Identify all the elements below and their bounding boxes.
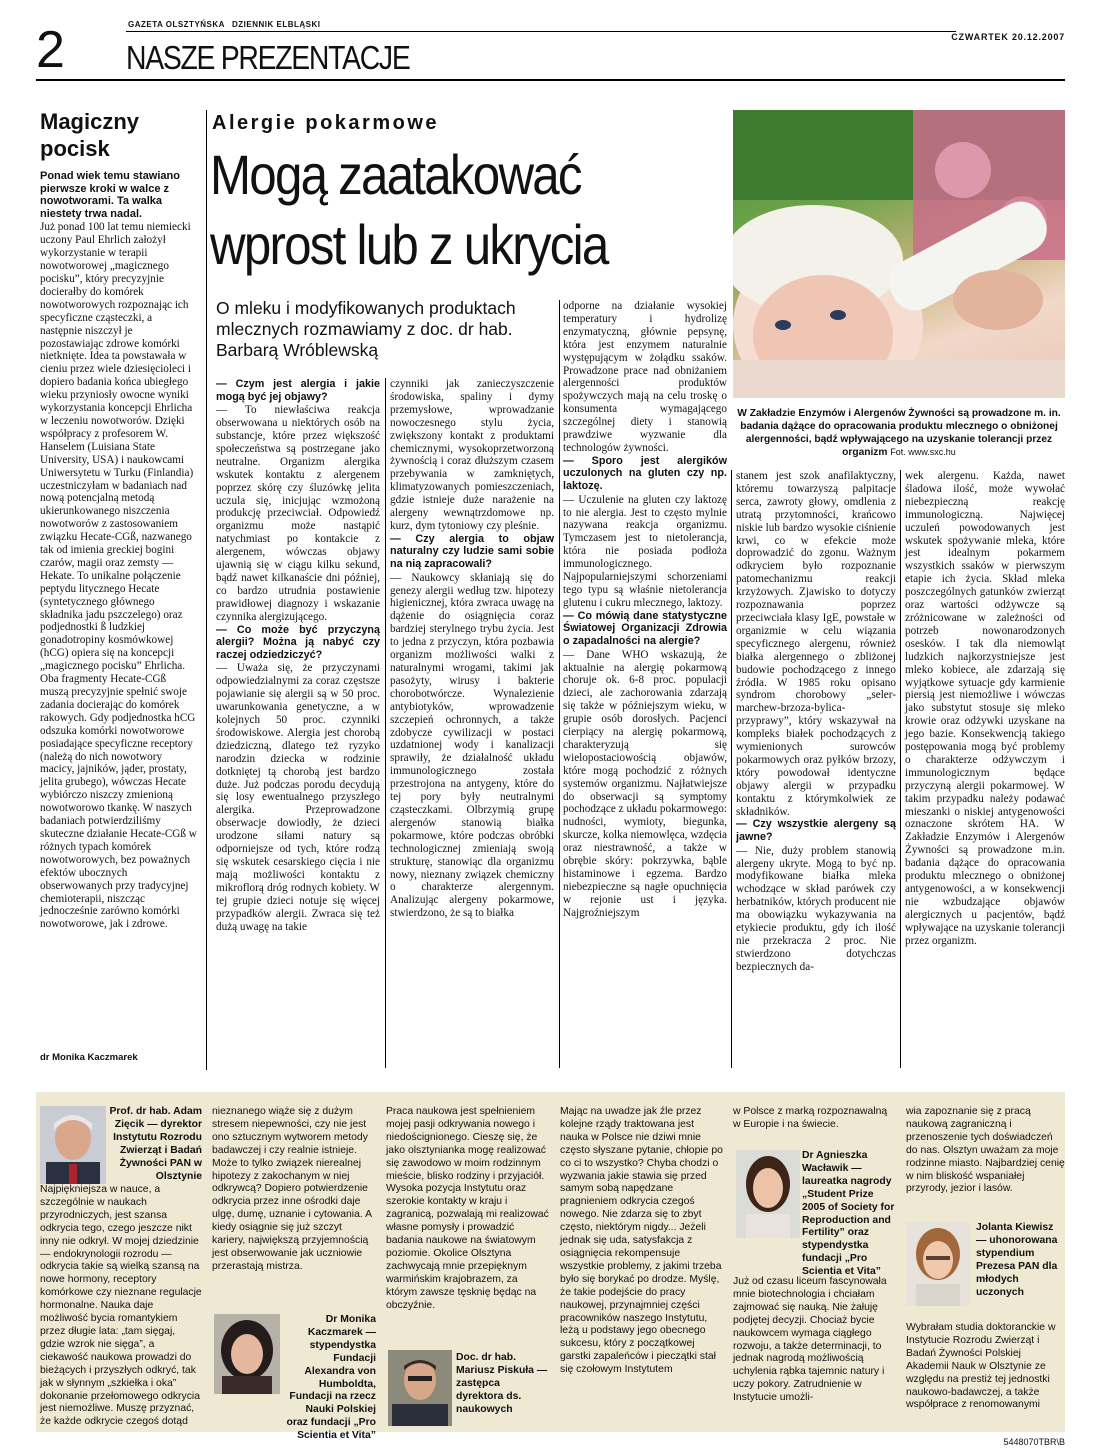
column-divider-1 bbox=[385, 378, 386, 1068]
answer-3: — Naukowcy skłaniają się do genezy alergii według tzw. hipotezy higienicznej, która zwraca uwagę na dążenie do osiągnięcia coraz bardziej sterylnego trybu życia. Jest to jedna z przyczyn, która pozbawia organizm możliwości walki z naturalnymi wrogami, takimi jak pasożyty, wirusy i bakterie chorobotwórcze. Wynalezienie antybiotyków, wprowadzenie szczepień ochronnych, a także zdobycze cywilizacji w postaci uzdatnionej wody i kanalizacji sprawiły, że działalność układu immunologicznego została przestrojona na antygeny, które do tej pory były neutralnymi cząsteczkami. Olbrzymią grupę alergenów stanowią białka pokarmowe, które podczas obróbki technologicznej zmieniają swoją strukturę, stanowiąc dla organizmu nowy, nieznany związek chemiczny o charakterze alergennym. Analizując alergeny pokarmowe, stwierdzono, że są to białka bbox=[390, 571, 554, 920]
answer-6-cont: wek alergenu. Każda, nawet śladowa ilość, może wywołać niebezpieczną reakcję immunologiczną. Najwięcej uczuleń powodowanych jest wskutek spożywanie mleka, które jest idealnym pokarmem wszystkich ssaków w pierwszym etapie ich życia. Skład mleka poszczególnych gatunków zwierząt oraz wartości odżywcze są zróżnicowane w zależności od potrzeb nowonarodzonych osesków. I tak dla niemowląt ludzkich najkorzystniejsze jest mleko kobiece, ale zdarzają się wyjątkowe sytuacje gdy karmienie piersią jest niemożliwe i wówczas jako substytut stosuje się mleko krowie oraz odżywki uzyskane na jego bazie. Konsekwencją takiego postępowania mogą być problemy o charakterze odżywczym i immunologicznym będące przyczyną alergii pokarmowej. W takim przypadku należy podawać mieszanki o niskiej antygenowości oznaczone skrótem HA. W Zakładzie Enzymów i Alergenów Żywności są prowadzone m.in. badania dążące do opracowania produktu mlecznego o obniżonej antygenowości, a w konsekwencji nie wzbudzające objawów alergicznych u pacjentów, bądź wpływające na uzyskanie tolerancji przez organizm. bbox=[905, 470, 1065, 947]
profile-4 bbox=[560, 1106, 724, 1377]
question-3: — Czy alergia to objaw naturalny czy ludzie sami sobie na nią zapracowali? bbox=[390, 532, 554, 571]
sidebar-body bbox=[40, 170, 197, 931]
article-deck: O mleku i modyfikowanych produktach mlecznych rozmawiamy z doc. dr hab. Barbarą Wróblewską bbox=[216, 298, 516, 360]
answer-2: — Uważa się, że przyczynami odpowiedzialnymi za coraz częstsze pojawianie się alergii są w 50 proc. uwarunkowania genetyczne, a w kolejnych 50 proc. czynniki środowiskowe. Alergia jest chorobą dziedziczną, dlatego też ryzyko narodzin dziecka w rodzinie dotkniętej tą chorobą jest bardzo duże. Już podczas porodu decydują się losy ewentualnego przyszłego alergika. Przeprowadzone obserwacje dowiodły, że dzieci urodzone siłami natury są odporniejsze od tych, które rodzą się wskutek cesarskiego cięcia i nie mają możliwości kontaktu z mikroflorą dróg rodnych kobiety. W tej grupie dzieci notuje się więcej przypadków alergii. Zwraca się też dużą uwagę na takie bbox=[216, 662, 380, 933]
answer-3-cont: odporne na działanie wysokiej temperatury i hydrolizę enzymatyczną, głównie pepsynę, która jest enzymem naturalnie występującym w żołądku ssaków. Prowadzone prace nad obniżaniem alergenności produktów spożywczych mają na celu troskę o konsumenta wymagającego szczególnej diety i stanowią prawdziwe wyzwanie dla technologów żywności. bbox=[563, 300, 727, 454]
question-6: — Czy wszystkie alergeny są jawne? bbox=[736, 818, 896, 844]
profile-5-text-start: w Polsce z marką rozpoznawalną w Europie i na świecie. bbox=[733, 1106, 888, 1130]
photo-caption bbox=[733, 407, 1065, 459]
column-divider-2 bbox=[559, 300, 560, 1068]
caption-text: W Zakładzie Enzymów i Alergenów Żywności są prowadzone m. in. badania dążące do opracowania produktu mlecznego o obniżonej alergenności, bądź wpływającego na uzyskanie tolerancji przez organizm bbox=[737, 408, 1061, 458]
profile-3 bbox=[386, 1106, 550, 1313]
sidebar-divider bbox=[206, 110, 207, 1070]
ad-code: 5448070TBR\B bbox=[1003, 1437, 1065, 1447]
column-divider-3 bbox=[731, 470, 732, 1068]
baby-bottle-photo bbox=[733, 110, 1065, 398]
article-column-3 bbox=[563, 300, 727, 920]
profile-5-text: Już od czasu liceum fascynowała mnie biotechnologia i chciałam zajmować się nauką. Nie żałuję podjętej decyzji. Chociaż bycie naukowcem wymaga ciągłego rozwoju, a także determinacji, to jednak nagrodą możliwością uchylenia rąbka tajemnic natury i uczy pokory. Zatrudnienie w Instytucie umożli- bbox=[733, 1276, 887, 1404]
profile-2-name: Dr Monika Kaczmarek — stypendystka Fundacji Alexandra von Humboldta, Fundacji na rzecz Nauki Polskiej oraz fundacji „Pro Scientia et Vita” bbox=[286, 1314, 376, 1442]
answer-1: — To niewłaściwa reakcja obserwowana u niektórych osób na substancje, które przez większość społeczeństwa są postrzegane jako neutralne. Organizm alergika wskutek kontaktu z alergenem poprzez skórę czy śluzówkę jelita uczula się, inicjując wzmożoną produkcję przeciwciał. Odpowiedź organizmu może nastąpić natychmiast po kontakcie z alergenem, wówczas objawy ujawnią się w ciągu kilku sekund, bądź nawet kilkanaście dni później, co bardzo utrudnia postawienie prawidłowej diagnozy i wskazanie czynnika alergizującego. bbox=[216, 404, 380, 623]
headline-line-1: Mogą zaatakować bbox=[210, 143, 581, 206]
headline-line-2: wprost lub z ukrycia bbox=[210, 213, 608, 276]
article-column-2 bbox=[390, 378, 554, 920]
answer-5-cont: stanem jest szok anafilaktyczny, któremu towarzyszą palpitacje serca, zawroty głowy, omdlenia z utratą przytomności, krańcowo niskie lub bardzo wysokie ciśnienie krwi, co w efekcie może doprowadzić do zgonu. Ważnym odkryciem było rozpoznanie patomechanizmu reakcji krzyżowych. Zjawisko to dotyczy rozpoznawania poprzez przeciwciała klasy IgE, powstałe w organizmie w celu wiązania specyficznego alergenu, również białka alergennego o zbliżonej budowie pochodzącego z innego źródła. W 1985 roku opisano syndrom chorobowy „seler-marchew-brzoza-bylica-przyprawy”, który wskazywał na kompleks białek pochodzących z wymienionych surowców pokarmowych oraz pyłków brzozy, który powodował identyczne objawy alergii w przypadku kontaktu z którymkolwiek ze składników. bbox=[736, 470, 896, 818]
question-1: — Czym jest alergia i jakie mogą być jej objawy? bbox=[216, 378, 380, 403]
profile-6-name: Jolanta Kiewisz — uhonorowana stypendium Prezesa PAN dla młodych uczonych bbox=[976, 1222, 1058, 1298]
header-rule bbox=[36, 79, 1065, 81]
section-title: NASZE PREZENTACJE bbox=[126, 39, 410, 76]
profile-5-name: Dr Agnieszka Wacławik — laureatka nagrody „Student Prize 2005 of Society for Reproduction and Fertility” oraz stypendystka fundacji „Pro Scientia et Vita” bbox=[802, 1150, 895, 1278]
question-5: — Co mówią dane statystyczne Światowej Organizacji Zdrowia o zapadalności na alergie? bbox=[563, 609, 727, 647]
profile-6-text: Wybrałam studia doktoranckie w Instytucie Rozrodu Zwierząt i Badań Żywności Polskiej Akademii Nauk w Olsztynie ze względu na prestiż tej jednostki naukowo-badawczej, a także współprace z renomowanymi bbox=[906, 1322, 1056, 1411]
answer-2-cont: czynniki jak zanieczyszczenie środowiska, spaliny i dymy przemysłowe, wprowadzanie nowoczesnego stylu życia, zwiększony kontakt z produktami chemicznymi, wysokoprzetworzoną żywnością i coraz dłuższym czasem przebywania w zamkniętych, klimatyzowanych pomieszczeniach, gdzie istnieje duże narażenie na alergeny wewnątrzdomowe np. kurz, dym tytoniowy czy pleśnie. bbox=[390, 378, 554, 532]
profile-1-text: Najpiękniejsza w nauce, a szczególnie w naukach przyrodniczych, jest szansa odkrycia tego, czego jeszcze nikt inny nie odkrył. W mojej dziedzinie — endokrynologii rozrodu — odkrycia takie są wielką szansą na nowe hormony, receptory komórkowe czy nieznane regulacje hormonalne. Nauka daje możliwość bycia romantykiem przez długie lata: „tam sięgaj, gdzie wzrok nie sięga”, a ciekawość naukowa prowadzi do bieżących i przyszłych odkryć, tak jak w słynnym „szkiełka i oka” dokonanie przełomowego odkrycia jest niemożliwe. Muszę przyznać, że każde odkrycie czegoś dotąd bbox=[40, 1184, 202, 1428]
profile-6-text-start: wia zapoznanie się z pracą naukową zagraniczną i przenoszenie tych doświadczeń do nas. Olsztyn uważam za moje rodzinne miasto. Najbardziej cenię w nim bliskość wspaniałej przyrody, jezior i lasów. bbox=[906, 1106, 1065, 1195]
sidebar-text: Już ponad 100 lat temu niemiecki uczony Paul Ehrlich założył wykorzystanie w terapii nowotworowej „magicznego pocisku”, który precyzyjnie docierałby do komórek nowotworowych rozpoznając ich specyficzne cząsteczki, a następnie niszczył je pozostawiając zdrowe komórki nietknięte. Idea ta powstawała w cieniu przez wiele dziesięcioleci i dopiero badania końca ubiegłego wieku przyniosły owocne wyniki wykorzystania koncepcji Ehrlicha w leczeniu nowotworów. Dzięki współpracy z profesorem W. Hanselem (Luisiana State University, USA) i naukowcami Uniwersytetu w Turku (Finlandia) uczestniczyłam w badaniach nad nową potencjalną metodą ukierunkowanego niszczenia nowotworów z zastosowaniem związku Hecate-CGß, nazwanego tak od imienia greckiej bogini czarów, magii oraz zemsty — Hekate. To unikalne połączenie peptydu litycznego Hecate (syntetycznego głównego składnika jadu pszczelego) oraz podjednostki ß ludzkiej gonadotropiny kosmówkowej (hCG) opiera się na koncepcji „magicznego pocisku” Ehrlicha. Oba fragmenty Hecate-CGß muszą precyzyjnie spełnić swoje zadania docierając do komórek rakowych. Gdy podjednostka hCG odszuka komórki nowotworowe posiadające specyficzne receptory (należą do nich nowotwory macicy, jajników, jąder, prostaty, jelita grubego), wówczas Hecate wybiórczo niszczy zmienioną nowotworowo tkankę. W naszych badaniach potwierdziliśmy skuteczne działanie Hecate-CGß w różnych typach komórek nowotworowych, bez poważnych efektów ubocznych obserwowanych przy tradycyjnej chemioterapii, niszcząc jednocześnie zarówno komórki nowotworowe, jak i zdrowe. bbox=[40, 221, 197, 931]
sidebar-lead: Ponad wiek temu stawiano pierwsze kroki w walce z nowotworami. Ta walka niestety trwa nadal. bbox=[40, 170, 180, 220]
masthead-rule bbox=[126, 31, 956, 32]
article-column-1 bbox=[216, 378, 380, 933]
sidebar-author: dr Monika Kaczmarek bbox=[40, 1052, 138, 1063]
question-2: — Co może być przyczyną alergii? Można ją nabyć czy raczej odziedziczyć? bbox=[216, 623, 380, 661]
profile-5 bbox=[733, 1106, 897, 1132]
article-kicker: Alergie pokarmowe bbox=[212, 112, 440, 134]
paper-name-2: DZIENNIK ELBLĄSKI bbox=[232, 20, 321, 29]
issue-date: CZWARTEK 20.12.2007 bbox=[951, 32, 1065, 42]
column-divider-4 bbox=[900, 470, 901, 1068]
answer-6: — Nie, duży problem stanowią alergeny ukryte. Mogą to być np. modyfikowane białka mleka wchodzące w skład parówek czy herbatników, których producent nie ma obowiązku wykazywania na etykiecie produktu, gdy ich ilość nie przekracza 2 proc. Nie stwierdzono dotychczas bezpiecznych da- bbox=[736, 844, 896, 973]
photo-credit: Fot. www.sxc.hu bbox=[890, 447, 956, 457]
profile-3-name: Doc. dr hab. Mariusz Piskuła — zastępca dyrektora ds. naukowych bbox=[456, 1352, 548, 1415]
profile-2 bbox=[212, 1106, 376, 1274]
photo-illustration bbox=[733, 110, 1065, 398]
profile-4-text: Mając na uwadze jak źle przez kolejne rządy traktowana jest nauka w Polsce nie dziwi mnie często słyszane pytanie, chłopie po co ci to wszystko? Chyba chodzi o wyzwania jakie stawia się przed samym sobą napędzane pragnieniem odkrycia czegoś nowego. Nie zdarza się to zbyt często, niektórym nigdy... Jeżeli jednak się uda, satysfakcja z osiągnięcia rekompensuje wszystkie problemy, z jakimi trzeba było się borykać po drodze. Myślę, że takie podejście do pracy naukowej, przynajmniej części pracowników naszego Instytutu, leżą u podstawy jego obecnego sukcesu, który z początkowej garstki zapaleńców i pieczątki stał się czołowym Instytutem bbox=[560, 1106, 723, 1376]
answer-4: — Uczulenie na gluten czy laktozę to nie alergia. Jest to często mylnie nazywana reakcja organizmu. Tymczasem jest to nietolerancja, która nie posiada podłoża immunologicznego. Najpopularniejszymi schorzeniami tego typu są właśnie nietolerancja glutenu i cukru mlecznego, laktozy. bbox=[563, 493, 727, 609]
profile-6 bbox=[906, 1106, 1065, 1196]
article-column-4 bbox=[736, 470, 896, 974]
sidebar-title: Magiczny pocisk bbox=[40, 109, 140, 161]
page-number: 2 bbox=[36, 21, 65, 79]
profile-2-text: nieznanego wiąże się z dużym stresem niepewności, czy nie jest ono sztucznym wytworem metody badawczej i czy realnie istnieje. Może to tylko związek nierealnej hipotezy z zakochanym w niej odkrywcą? Dopiero potwierdzenie odkrycia przez inne ośrodki daje ulgę, dumę, uznanie i cytowania. A kiedy osiągnie się już szczyt kariery, największą przyjemnością jest obserwowanie jak uczniowie przerastają mistrza. bbox=[212, 1106, 372, 1272]
answer-5: — Dane WHO wskazują, że aktualnie na alergię pokarmową choruje ok. 6-8 proc. populacji dzieci, ale zachorowania zdarzają się także w późniejszym wieku, w grupie osób dorosłych. Pacjenci cierpiący na alergię pokarmową, charakteryzują się wielopostaciowością objawów, które mogą pochodzić z różnych systemów organizmu. Najłatwiejsze do obserwacji są symptomy pochodzące z układu pokarmowego: nudności, wymioty, biegunka, skurcze, kolka niemowlęca, wzdęcia oraz niestrawność, a także w obrębie skóry: pokrzywka, bąble histaminowe i egzema. Bardzo niebezpieczne są nagłe opuchnięcia w rejonie ust i języka. Najgroźniejszym bbox=[563, 648, 727, 919]
question-4: — Sporo jest alergików uczulonych na gluten czy np. laktozę. bbox=[563, 454, 727, 493]
profile-1-name: Prof. dr hab. Adam Zięcik — dyrektor Instytutu Rozrodu Zwierząt i Badań Żywności PAN w Olsztynie bbox=[109, 1106, 202, 1182]
article-column-5 bbox=[905, 470, 1065, 948]
profile-3-text: Praca naukowa jest spełnieniem mojej pasji odkrywania nowego i niedoścignionego. Cieszę się, że jako olsztynianka mogę realizować się zawodowo w moim rodzinnym mieście, blisko rodziny i przyjaciół. Wysoka pozycja Instytutu oraz szerokie kontakty w kraju i zagranicą, pozwalają mi realizować własne pomysły i prowadzić badania naukowe na światowym poziomie. Okolice Olsztyna zachwycają mnie przepięknym warmińskim krajobrazem, za którym zawsze tęsknię będąc na obczyźnie. bbox=[386, 1106, 549, 1311]
profile-1 bbox=[40, 1106, 202, 1429]
paper-name-1: GAZETA OLSZTYŃSKA bbox=[128, 20, 225, 29]
